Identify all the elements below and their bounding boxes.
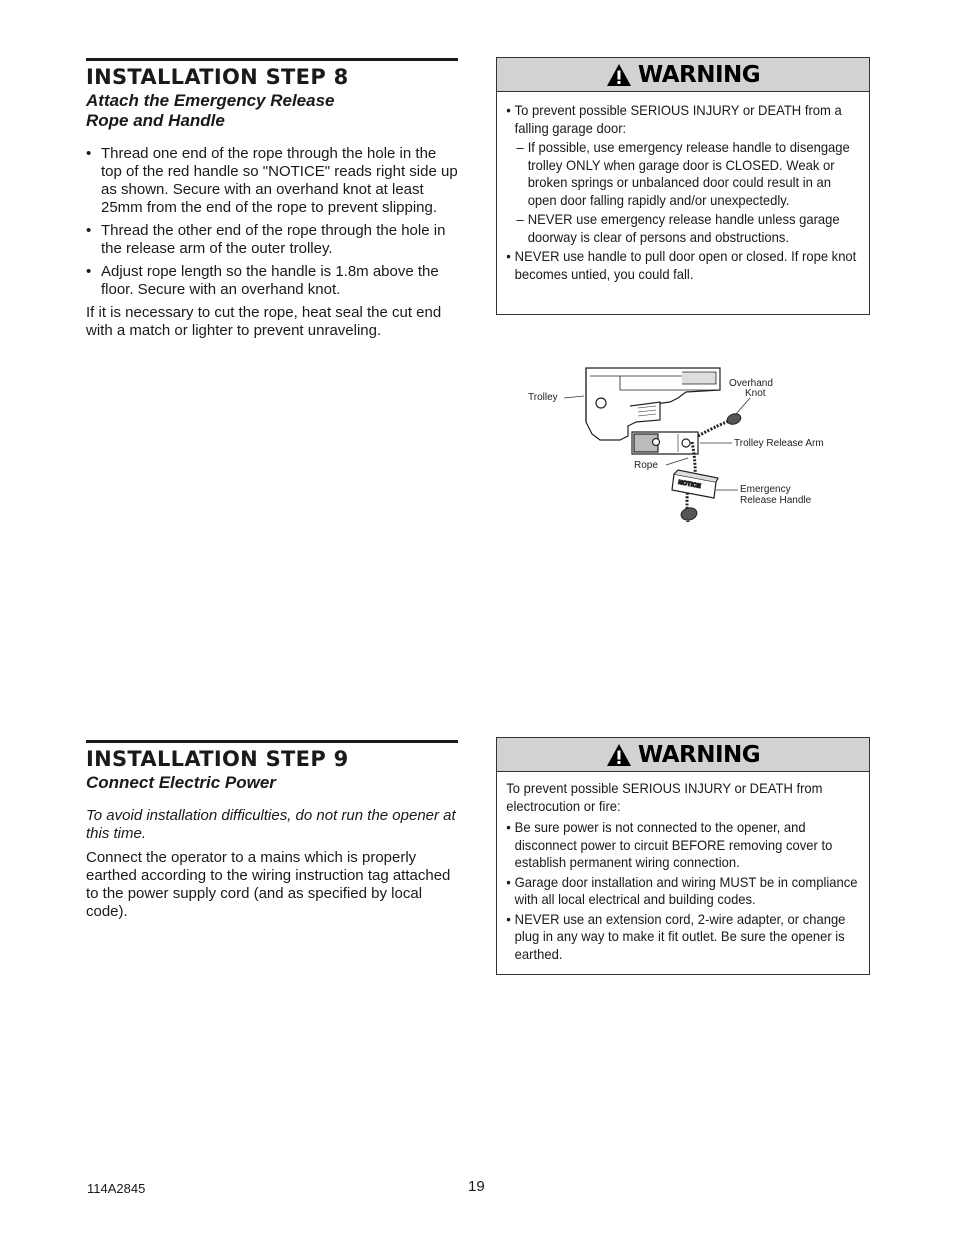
warning-body (497, 92, 869, 297)
emergency-handle-illustration (672, 470, 718, 498)
warning-triangle-icon (606, 743, 632, 767)
warning-box-2 (496, 737, 870, 975)
step9-paragraph: Connect the operator to a mains which is properly earthed according to the wiring instruction tag attached to the power supply cord (and as specified by local code). (86, 849, 451, 920)
label-trolley-release-arm: Trolley Release Arm (734, 438, 824, 449)
list-item: • Adjust rope length so the handle is 1.8m above the floor. Secure with an overhand knot. (86, 263, 458, 299)
document-code: 114A2845 (87, 1181, 146, 1196)
section-rule (86, 740, 458, 743)
handle-notice-text: NOTICE (677, 479, 702, 490)
step9-title: INSTALLATION STEP 9 (86, 747, 349, 771)
page-number: 19 (468, 1178, 485, 1195)
label-release-handle: Release Handle (740, 495, 812, 506)
step9-italic-note: To avoid installation difficulties, do not run the opener at this time. (86, 807, 456, 842)
label-trolley: Trolley (528, 392, 558, 403)
section-rule (86, 58, 458, 61)
step8-subtitle-line2: Rope and Handle (86, 111, 225, 130)
step9-section (86, 740, 458, 921)
step8-subtitle-line1: Attach the Emergency Release (86, 91, 335, 110)
step8-bullet-list (86, 145, 458, 299)
warning-line: • NEVER use handle to pull door open or closed. If rope knot becomes untied, you could fall. (506, 248, 859, 283)
warning-line: • To prevent possible SERIOUS INJURY or DEATH from a falling garage door: (506, 102, 859, 137)
warning-line: • Garage door installation and wiring MUST be in compliance with all local electrical and building codes. (506, 874, 859, 909)
warning-line: – NEVER use emergency release handle unless garage doorway is clear of persons and obstructions. (506, 211, 859, 246)
step9-subtitle: Connect Electric Power (86, 773, 276, 792)
label-overhand-knot-2: Knot (745, 388, 766, 399)
list-item: • Thread the other end of the rope through the hole in the release arm of the outer trolley. (86, 222, 458, 258)
warning-line: – If possible, use emergency release handle to disengage trolley ONLY when garage door is CLOSED. Weak or broken springs or unbalanced door could result in an open door falling rapidly and/or unexpectedly. (506, 139, 859, 209)
warning-header (497, 58, 869, 92)
warning-triangle-icon (606, 63, 632, 87)
warning-line: • NEVER use an extension cord, 2-wire adapter, or change plug in any way to make it fit outlet. Be sure the opener is earthed. (506, 911, 859, 964)
warning-title: WARNING (637, 741, 761, 768)
warning-title: WARNING (637, 61, 761, 88)
list-item: • Thread one end of the rope through the hole in the top of the red handle so "NOTICE" reads right side up as shown. Secure with an overhand knot at least 25mm from the end of the rope to prevent slipping. (86, 145, 458, 217)
step8-paragraph: If it is necessary to cut the rope, heat seal the cut end with a match or lighter to prevent unraveling. (86, 304, 442, 339)
label-rope: Rope (634, 460, 658, 471)
step8-section (86, 58, 458, 340)
warning-header (497, 738, 869, 772)
step8-subtitle (86, 91, 458, 131)
trolley-illustration (586, 368, 720, 454)
label-overhand-knot: Overhand (729, 378, 773, 389)
warning-line: To prevent possible SERIOUS INJURY or DEATH from electrocution or fire: (506, 780, 823, 814)
step8-title: INSTALLATION STEP 8 (86, 65, 349, 89)
label-emergency: Emergency (740, 484, 791, 495)
warning-body (497, 772, 869, 977)
warning-box-1 (496, 57, 870, 315)
warning-line: • Be sure power is not connected to the opener, and disconnect power to circuit BEFORE removing cover to establish permanent wiring connection. (506, 819, 859, 872)
trolley-rope-diagram (520, 362, 840, 532)
